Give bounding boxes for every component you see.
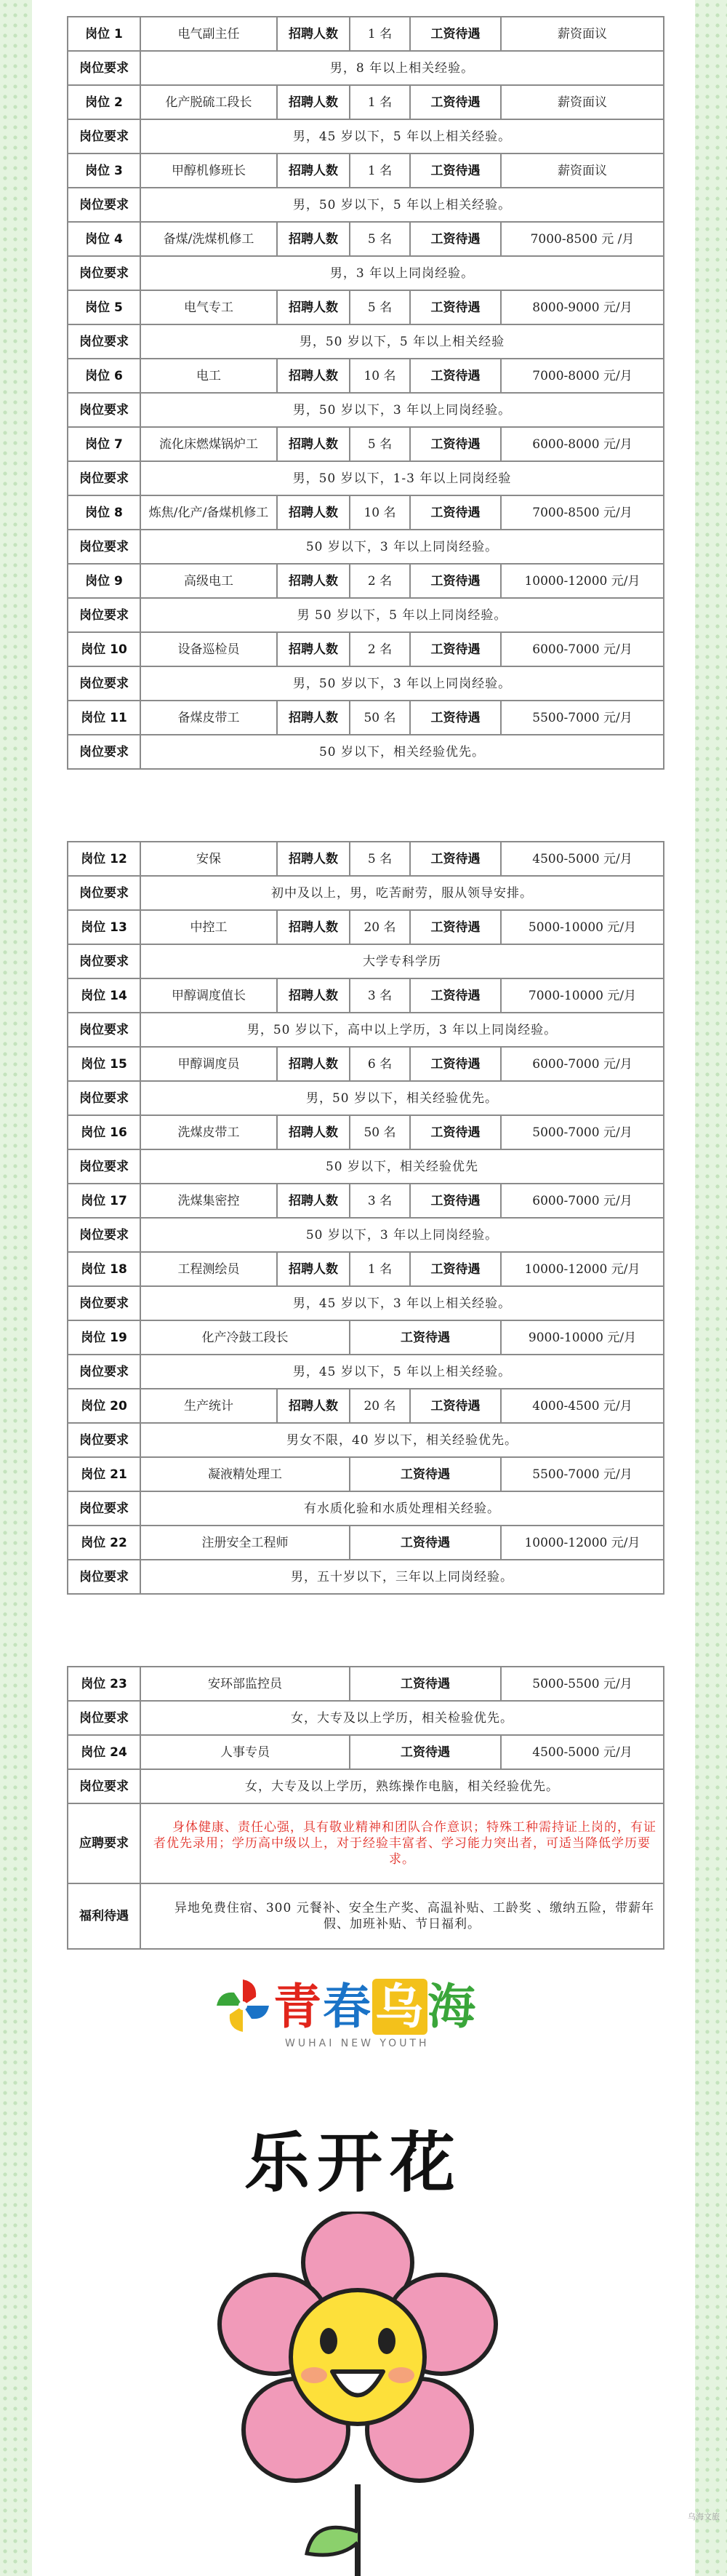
recruit-count: 6 名 [350, 1047, 410, 1081]
salary-value: 4500-5000 元/月 [501, 842, 664, 876]
requirement-text: 50 岁以下，3 年以上同岗经验。 [140, 1218, 664, 1252]
requirement-label: 岗位要求 [68, 461, 140, 495]
job-row [68, 359, 664, 393]
salary-value: 5000-10000 元/月 [501, 910, 664, 944]
requirement-label: 岗位要求 [68, 1149, 140, 1184]
job-table-1-body [68, 17, 664, 769]
requirement-label: 岗位要求 [68, 51, 140, 85]
recruit-count: 1 名 [350, 1252, 410, 1286]
job-row [68, 842, 664, 876]
salary-value: 4500-5000 元/月 [501, 1735, 664, 1769]
recruit-label: 招聘人数 [277, 17, 350, 51]
recruit-label: 招聘人数 [277, 842, 350, 876]
salary-label: 工资待遇 [410, 632, 501, 666]
recruit-label: 招聘人数 [277, 495, 350, 530]
recruit-count: 5 名 [350, 222, 410, 256]
post-title: 电气专工 [140, 290, 277, 324]
post-title: 注册安全工程师 [140, 1526, 350, 1560]
post-title: 化产冷鼓工段长 [140, 1320, 350, 1355]
requirement-text: 男，五十岁以下，三年以上同岗经验。 [140, 1560, 664, 1594]
recruit-count: 1 名 [350, 153, 410, 188]
requirement-row [68, 1081, 664, 1115]
recruit-count: 50 名 [350, 1115, 410, 1149]
post-title: 安环部监控员 [140, 1667, 350, 1701]
recruit-label: 招聘人数 [277, 910, 350, 944]
requirement-label: 岗位要求 [68, 1081, 140, 1115]
job-row [68, 427, 664, 461]
job-row [68, 17, 664, 51]
post-number: 岗位 4 [68, 222, 140, 256]
recruit-count: 1 名 [350, 85, 410, 119]
salary-value: 5500-7000 元/月 [501, 701, 664, 735]
requirement-row [68, 1013, 664, 1047]
requirement-text: 男，50 岁以下，相关经验优先。 [140, 1081, 664, 1115]
requirement-label: 岗位要求 [68, 1423, 140, 1457]
requirement-text: 男，50 岁以下，3 年以上同岗经验。 [140, 666, 664, 701]
requirement-label: 岗位要求 [68, 735, 140, 769]
recruit-label: 招聘人数 [277, 1389, 350, 1423]
recruit-count: 1 名 [350, 17, 410, 51]
post-title: 流化床燃煤锅炉工 [140, 427, 277, 461]
requirement-row [68, 1560, 664, 1594]
post-title: 洗煤集密控 [140, 1184, 277, 1218]
recruit-label: 招聘人数 [277, 1047, 350, 1081]
post-title: 设备巡检员 [140, 632, 277, 666]
requirement-row [68, 735, 664, 769]
requirement-row [68, 324, 664, 359]
salary-label: 工资待遇 [410, 1184, 501, 1218]
job-table-1 [67, 16, 664, 770]
post-number: 岗位 23 [68, 1667, 140, 1701]
requirement-row [68, 51, 664, 85]
requirement-text: 50 岁以下，3 年以上同岗经验。 [140, 530, 664, 564]
post-number: 岗位 22 [68, 1526, 140, 1560]
requirement-label: 岗位要求 [68, 1769, 140, 1803]
apply-requirement-label: 应聘要求 [68, 1803, 140, 1883]
salary-label: 工资待遇 [410, 1252, 501, 1286]
salary-value: 薪资面议 [501, 85, 664, 119]
job-row [68, 701, 664, 735]
post-number: 岗位 3 [68, 153, 140, 188]
brand-char: 海 [427, 1979, 477, 2035]
salary-value: 6000-7000 元/月 [501, 632, 664, 666]
requirement-text: 50 岁以下，相关经验优先。 [140, 735, 664, 769]
requirement-text: 男，50 岁以下，1-3 年以上同岗经验 [140, 461, 664, 495]
requirement-row [68, 530, 664, 564]
apply-requirement-text: 身体健康、责任心强，具有敬业精神和团队合作意识；特殊工种需持证上岗的，有证者优先录用；学历高中级以上，对于经验丰富者、学习能力突出者，可适当降低学历要求。 [140, 1803, 664, 1883]
job-row [68, 632, 664, 666]
requirement-label: 岗位要求 [68, 393, 140, 427]
job-table-2 [67, 841, 664, 1595]
requirement-row [68, 1218, 664, 1252]
job-row [68, 978, 664, 1013]
post-number: 岗位 17 [68, 1184, 140, 1218]
requirement-row [68, 1286, 664, 1320]
requirement-text: 男，45 岁以下，5 年以上相关经验。 [140, 1355, 664, 1389]
salary-value: 7000-8000 元/月 [501, 359, 664, 393]
requirement-row [68, 1149, 664, 1184]
recruit-label: 招聘人数 [277, 153, 350, 188]
recruit-count: 20 名 [350, 910, 410, 944]
requirement-label: 岗位要求 [68, 1013, 140, 1047]
salary-label: 工资待遇 [410, 1047, 501, 1081]
salary-label: 工资待遇 [410, 701, 501, 735]
requirement-text: 女，大专及以上学历，相关检验优先。 [140, 1701, 664, 1735]
recruit-label: 招聘人数 [277, 222, 350, 256]
job-table-3-body [68, 1667, 664, 1949]
post-number: 岗位 9 [68, 564, 140, 598]
requirement-label: 岗位要求 [68, 324, 140, 359]
salary-value: 5000-7000 元/月 [501, 1115, 664, 1149]
recruit-label: 招聘人数 [277, 564, 350, 598]
requirement-row [68, 188, 664, 222]
job-row [68, 564, 664, 598]
requirement-label: 岗位要求 [68, 876, 140, 910]
requirement-label: 岗位要求 [68, 1355, 140, 1389]
job-table-3 [67, 1666, 664, 1950]
job-row [68, 1389, 664, 1423]
salary-value: 5500-7000 元/月 [501, 1457, 664, 1491]
requirement-text: 初中及以上，男，吃苦耐劳，服从领导安排。 [140, 876, 664, 910]
recruit-label: 招聘人数 [277, 359, 350, 393]
welfare-text: 异地免费住宿、300 元餐补、安全生产奖、高温补贴、工龄奖 、缴纳五险，带薪年假、加班补贴、节日福利。 [140, 1883, 664, 1949]
brand-char: 青 [273, 1979, 323, 2035]
requirement-text: 男，45 岁以下，5 年以上相关经验。 [140, 119, 664, 153]
requirement-label: 岗位要求 [68, 1218, 140, 1252]
post-title: 生产统计 [140, 1389, 277, 1423]
post-number: 岗位 13 [68, 910, 140, 944]
recruit-label: 招聘人数 [277, 701, 350, 735]
requirement-text: 男，50 岁以下，5 年以上相关经验。 [140, 188, 664, 222]
post-title: 电气副主任 [140, 17, 277, 51]
requirement-text: 大学专科学历 [140, 944, 664, 978]
requirement-row [68, 461, 664, 495]
post-title: 甲醇机修班长 [140, 153, 277, 188]
requirement-row [68, 666, 664, 701]
post-title: 洗煤皮带工 [140, 1115, 277, 1149]
post-number: 岗位 16 [68, 1115, 140, 1149]
salary-label: 工资待遇 [350, 1735, 501, 1769]
recruit-label: 招聘人数 [277, 632, 350, 666]
brand-name [273, 1979, 477, 2035]
salary-value: 7000-8500 元 /月 [501, 222, 664, 256]
recruit-count: 5 名 [350, 290, 410, 324]
requirement-text: 男女不限，40 岁以下，相关经验优先。 [140, 1423, 664, 1457]
requirement-row-23 [68, 1701, 664, 1735]
recruit-count: 20 名 [350, 1389, 410, 1423]
requirement-label: 岗位要求 [68, 1491, 140, 1526]
requirement-label: 岗位要求 [68, 1560, 140, 1594]
salary-label: 工资待遇 [410, 1115, 501, 1149]
job-row [68, 495, 664, 530]
post-number: 岗位 20 [68, 1389, 140, 1423]
requirement-row [68, 256, 664, 290]
requirement-label: 岗位要求 [68, 1286, 140, 1320]
job-row [68, 1047, 664, 1081]
post-number: 岗位 7 [68, 427, 140, 461]
post-title: 甲醇调度值长 [140, 978, 277, 1013]
salary-value: 10000-12000 元/月 [501, 1526, 664, 1560]
salary-value: 6000-7000 元/月 [501, 1184, 664, 1218]
salary-label: 工资待遇 [410, 222, 501, 256]
post-number: 岗位 14 [68, 978, 140, 1013]
post-number: 岗位 2 [68, 85, 140, 119]
requirement-row [68, 1491, 664, 1526]
post-number: 岗位 12 [68, 842, 140, 876]
salary-label: 工资待遇 [410, 1389, 501, 1423]
requirement-label: 岗位要求 [68, 944, 140, 978]
requirement-label: 岗位要求 [68, 119, 140, 153]
requirement-row [68, 1423, 664, 1457]
salary-label: 工资待遇 [350, 1526, 501, 1560]
job-row [68, 1320, 664, 1355]
post-title: 炼焦/化产/备煤机修工 [140, 495, 277, 530]
salary-value: 7000-8500 元/月 [501, 495, 664, 530]
recruit-count: 3 名 [350, 978, 410, 1013]
recruit-count: 10 名 [350, 359, 410, 393]
salary-label: 工资待遇 [410, 17, 501, 51]
requirement-row-24 [68, 1769, 664, 1803]
post-number: 岗位 5 [68, 290, 140, 324]
salary-label: 工资待遇 [410, 290, 501, 324]
requirement-text: 50 岁以下，相关经验优先 [140, 1149, 664, 1184]
post-title: 高级电工 [140, 564, 277, 598]
job-row [68, 910, 664, 944]
post-number: 岗位 21 [68, 1457, 140, 1491]
salary-label: 工资待遇 [350, 1457, 501, 1491]
requirement-label: 岗位要求 [68, 598, 140, 632]
job-row [68, 222, 664, 256]
smiling-flower-illustration [212, 2212, 503, 2576]
post-title: 人事专员 [140, 1735, 350, 1769]
post-title: 工程测绘员 [140, 1252, 277, 1286]
salary-value: 8000-9000 元/月 [501, 290, 664, 324]
salary-value: 10000-12000 元/月 [501, 564, 664, 598]
salary-value: 薪资面议 [501, 153, 664, 188]
requirement-text: 女，大专及以上学历，熟练操作电脑，相关经验优先。 [140, 1769, 664, 1803]
brand-char: 春 [323, 1979, 372, 2035]
post-number: 岗位 10 [68, 632, 140, 666]
recruit-label: 招聘人数 [277, 290, 350, 324]
salary-value: 7000-10000 元/月 [501, 978, 664, 1013]
post-number: 岗位 19 [68, 1320, 140, 1355]
post-number: 岗位 15 [68, 1047, 140, 1081]
pinwheel-icon [212, 1975, 273, 2036]
requirement-text: 男，45 岁以下，3 年以上相关经验。 [140, 1286, 664, 1320]
recruit-count: 5 名 [350, 427, 410, 461]
requirement-text: 男，50 岁以下，5 年以上相关经验 [140, 324, 664, 359]
post-number: 岗位 18 [68, 1252, 140, 1286]
salary-value: 4000-4500 元/月 [501, 1389, 664, 1423]
requirement-row [68, 598, 664, 632]
post-title: 备煤/洗煤机修工 [140, 222, 277, 256]
welfare-label: 福利待遇 [68, 1883, 140, 1949]
post-title: 中控工 [140, 910, 277, 944]
salary-value: 6000-7000 元/月 [501, 1047, 664, 1081]
salary-label: 工资待遇 [350, 1320, 501, 1355]
salary-value: 10000-12000 元/月 [501, 1252, 664, 1286]
watermark-text: 乌海文旅 [688, 2512, 720, 2521]
job-row [68, 290, 664, 324]
salary-label: 工资待遇 [410, 564, 501, 598]
salary-label: 工资待遇 [410, 978, 501, 1013]
recruit-label: 招聘人数 [277, 1184, 350, 1218]
requirement-row [68, 1355, 664, 1389]
post-title: 安保 [140, 842, 277, 876]
post-title: 凝液精处理工 [140, 1457, 350, 1491]
salary-value: 薪资面议 [501, 17, 664, 51]
apply-requirement-row [68, 1803, 664, 1883]
post-title: 化产脱硫工段长 [140, 85, 277, 119]
requirement-text: 男，50 岁以下，3 年以上同岗经验。 [140, 393, 664, 427]
recruit-count: 3 名 [350, 1184, 410, 1218]
post-title: 甲醇调度员 [140, 1047, 277, 1081]
requirement-row [68, 393, 664, 427]
salary-value: 6000-8000 元/月 [501, 427, 664, 461]
job-row [68, 1526, 664, 1560]
recruit-count: 2 名 [350, 632, 410, 666]
job-row [68, 1252, 664, 1286]
job-row [68, 1115, 664, 1149]
salary-label: 工资待遇 [410, 910, 501, 944]
recruit-label: 招聘人数 [277, 1252, 350, 1286]
requirement-text: 男，8 年以上相关经验。 [140, 51, 664, 85]
salary-label: 工资待遇 [410, 495, 501, 530]
requirement-label: 岗位要求 [68, 666, 140, 701]
salary-label: 工资待遇 [410, 359, 501, 393]
recruit-label: 招聘人数 [277, 85, 350, 119]
welfare-row [68, 1883, 664, 1949]
requirement-label: 岗位要求 [68, 1701, 140, 1735]
requirement-row [68, 944, 664, 978]
salary-value: 5000-5500 元/月 [501, 1667, 664, 1701]
recruit-count: 50 名 [350, 701, 410, 735]
job-row [68, 85, 664, 119]
requirement-text: 男，3 年以上同岗经验。 [140, 256, 664, 290]
post-number: 岗位 24 [68, 1735, 140, 1769]
recruit-label: 招聘人数 [277, 1115, 350, 1149]
recruit-count: 2 名 [350, 564, 410, 598]
requirement-text: 男 50 岁以下，5 年以上同岗经验。 [140, 598, 664, 632]
requirement-row [68, 876, 664, 910]
job-row [68, 1184, 664, 1218]
post-number: 岗位 8 [68, 495, 140, 530]
salary-label: 工资待遇 [410, 842, 501, 876]
salary-label: 工资待遇 [410, 153, 501, 188]
salary-label: 工资待遇 [350, 1667, 501, 1701]
recruit-label: 招聘人数 [277, 427, 350, 461]
recruit-label: 招聘人数 [277, 978, 350, 1013]
brand-logo [212, 1975, 503, 2055]
post-number: 岗位 6 [68, 359, 140, 393]
requirement-label: 岗位要求 [68, 188, 140, 222]
flower-title: 乐开花 [244, 2125, 462, 2201]
job-row [68, 153, 664, 188]
requirement-row [68, 119, 664, 153]
brand-char: 乌 [372, 1979, 427, 2035]
post-title: 备煤皮带工 [140, 701, 277, 735]
recruit-count: 10 名 [350, 495, 410, 530]
requirement-label: 岗位要求 [68, 256, 140, 290]
post-number: 岗位 1 [68, 17, 140, 51]
requirement-label: 岗位要求 [68, 530, 140, 564]
post-number: 岗位 11 [68, 701, 140, 735]
salary-value: 9000-10000 元/月 [501, 1320, 664, 1355]
salary-label: 工资待遇 [410, 85, 501, 119]
salary-label: 工资待遇 [410, 427, 501, 461]
requirement-text: 有水质化验和水质处理相关经验。 [140, 1491, 664, 1526]
job-table-2-body [68, 842, 664, 1594]
brand-tagline: WUHAI NEW YOUTH [285, 2038, 430, 2049]
job-row [68, 1457, 664, 1491]
post-title: 电工 [140, 359, 277, 393]
job-row-23 [68, 1667, 664, 1701]
requirement-text: 男，50 岁以下，高中以上学历，3 年以上同岗经验。 [140, 1013, 664, 1047]
job-row-24 [68, 1735, 664, 1769]
recruit-count: 5 名 [350, 842, 410, 876]
